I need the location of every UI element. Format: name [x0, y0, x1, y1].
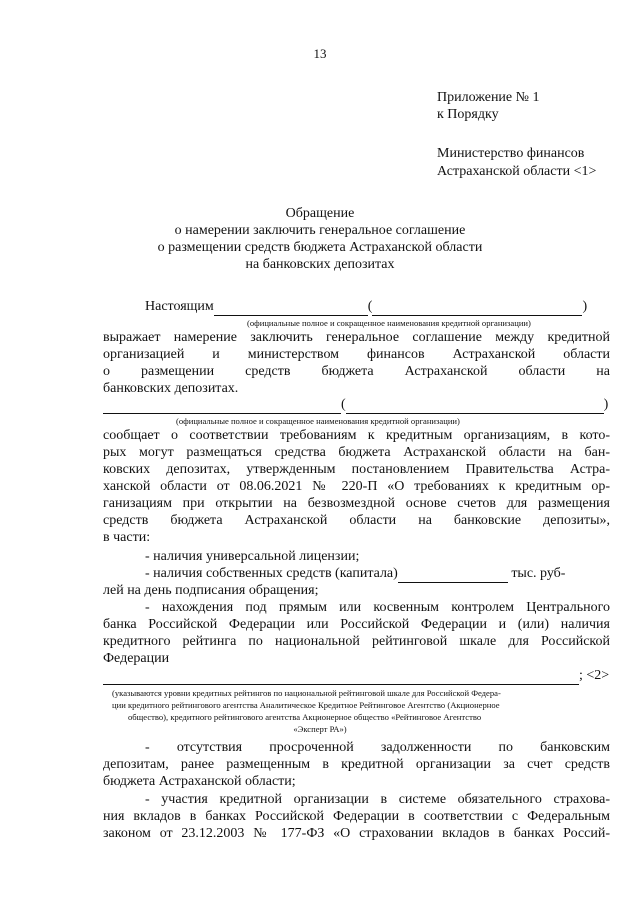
- own-funds-amount-blank: [398, 566, 508, 583]
- item-control-line-1: - нахождения под прямым или косвенным контролем Центрального: [145, 600, 610, 615]
- item-insurance-line-3: законом от 23.12.2003 № 177-ФЗ «О страховании вкладов в банках Россий-: [103, 826, 610, 841]
- item-insurance-line-2: ния вкладов в банках Российской Федерации в соответствии с Федеральным: [103, 809, 610, 824]
- rating-note-line-4: «Эксперт РА»): [293, 724, 347, 734]
- item-own-funds: [145, 566, 565, 583]
- para2-line-3: ковских депозитах, утвержденным постановлением Правительства Астра-: [103, 462, 610, 477]
- para2-open-paren: (: [341, 397, 346, 412]
- org-short-name-blank-2: [346, 397, 604, 414]
- para2-line-2: рых могут размещаться средства бюджета Астраханской области на бан-: [103, 445, 610, 460]
- item-own-funds-line-2: лей на день подписания обращения;: [103, 583, 319, 598]
- rating-note-line-2: ции кредитного рейтингового агентства Аналитическое Кредитное Рейтинговое Агентство (Акционерное: [112, 700, 500, 710]
- document-title: Обращение: [285, 206, 355, 221]
- para2-line-6: средств бюджета Астраханской области на банковские депозиты»,: [103, 513, 610, 528]
- org-short-name-blank: [372, 299, 582, 316]
- item-control-line-4: Федерации: [103, 651, 170, 666]
- item-no-debt-line-2: депозитам, ранее размещенным в кредитной организации за счет средств: [103, 757, 610, 772]
- item-no-debt-line-3: бюджета Астраханской области;: [103, 774, 296, 789]
- rating-blank-line: [103, 668, 609, 685]
- item-own-funds-text: - наличия собственных средств (капитала): [145, 566, 398, 581]
- item-control-line-3: кредитного рейтинга по национальной рейтинговой шкале для Российской: [103, 634, 610, 649]
- org-name-blank: [214, 299, 368, 316]
- para1-lead-line: [145, 299, 587, 316]
- para2-close-paren: ): [603, 397, 609, 412]
- rating-footnote-ref: ; <2>: [579, 668, 610, 683]
- title-line-4: на банковских депозитах: [245, 257, 395, 272]
- item-control-line-2: банка Российской Федерации или Российской Федерации и (или) наличия: [103, 617, 610, 632]
- title-line-3: о размещении средств бюджета Астраханской области: [157, 240, 483, 255]
- para1-close-paren: ): [582, 299, 588, 314]
- para1-caption: (официальные полное и сокращенное наименования кредитной организации): [247, 318, 531, 328]
- org-name-blank-2: [103, 397, 341, 414]
- para1-line-2: организацией и министерством финансов Астраханской области: [103, 347, 610, 362]
- rating-blank: [103, 668, 579, 685]
- title-line-2: о намерении заключить генеральное соглашение: [174, 223, 466, 238]
- para2-line-7: в части:: [103, 530, 151, 545]
- rating-note-line-3: общество), кредитного рейтингового агентства Акционерное общество «Рейтинговое Агентство: [128, 712, 482, 722]
- addressee-line-1: Министерство финансов: [437, 146, 585, 161]
- para2-caption: (официальные полное и сокращенное наименования кредитной организации): [176, 416, 460, 426]
- para1-lead: Настоящим: [145, 299, 214, 314]
- para1-line-1: выражает намерение заключить генеральное соглашение между кредитной: [103, 330, 610, 345]
- para1-line-4: банковских депозитах.: [103, 381, 239, 396]
- addressee-line-2: Астраханской области <1>: [437, 164, 597, 179]
- para1-open-paren: (: [367, 299, 373, 314]
- item-no-debt-line-1: - отсутствия просроченной задолженности по банковским: [145, 740, 610, 755]
- para2-line-1: сообщает о соответствии требованиям к кредитным организациям, в кото-: [103, 428, 610, 443]
- item-own-funds-unit: тыс. руб-: [511, 566, 566, 581]
- rating-note-line-1: (указываются уровни кредитных рейтингов по национальной рейтинговой шкале для Российской Федера-: [112, 688, 501, 698]
- para1-line-3: о размещении средств бюджета Астраханской области на: [103, 364, 610, 379]
- page-number: 13: [313, 46, 327, 61]
- para2-line-5: ганизациям при открытии на безвозмездной основе счетов для размещения: [103, 496, 610, 511]
- para2-blank-line: [103, 397, 608, 414]
- appendix-line-2: к Порядку: [437, 107, 499, 122]
- item-universal-license: - наличия универсальной лицензии;: [145, 549, 360, 564]
- para2-line-4: ханской области от 08.06.2021 № 220-П «О требованиях к кредитным ор-: [103, 479, 610, 494]
- item-insurance-line-1: - участия кредитной организации в системе обязательного страхова-: [145, 792, 610, 807]
- appendix-line-1: Приложение № 1: [437, 90, 540, 105]
